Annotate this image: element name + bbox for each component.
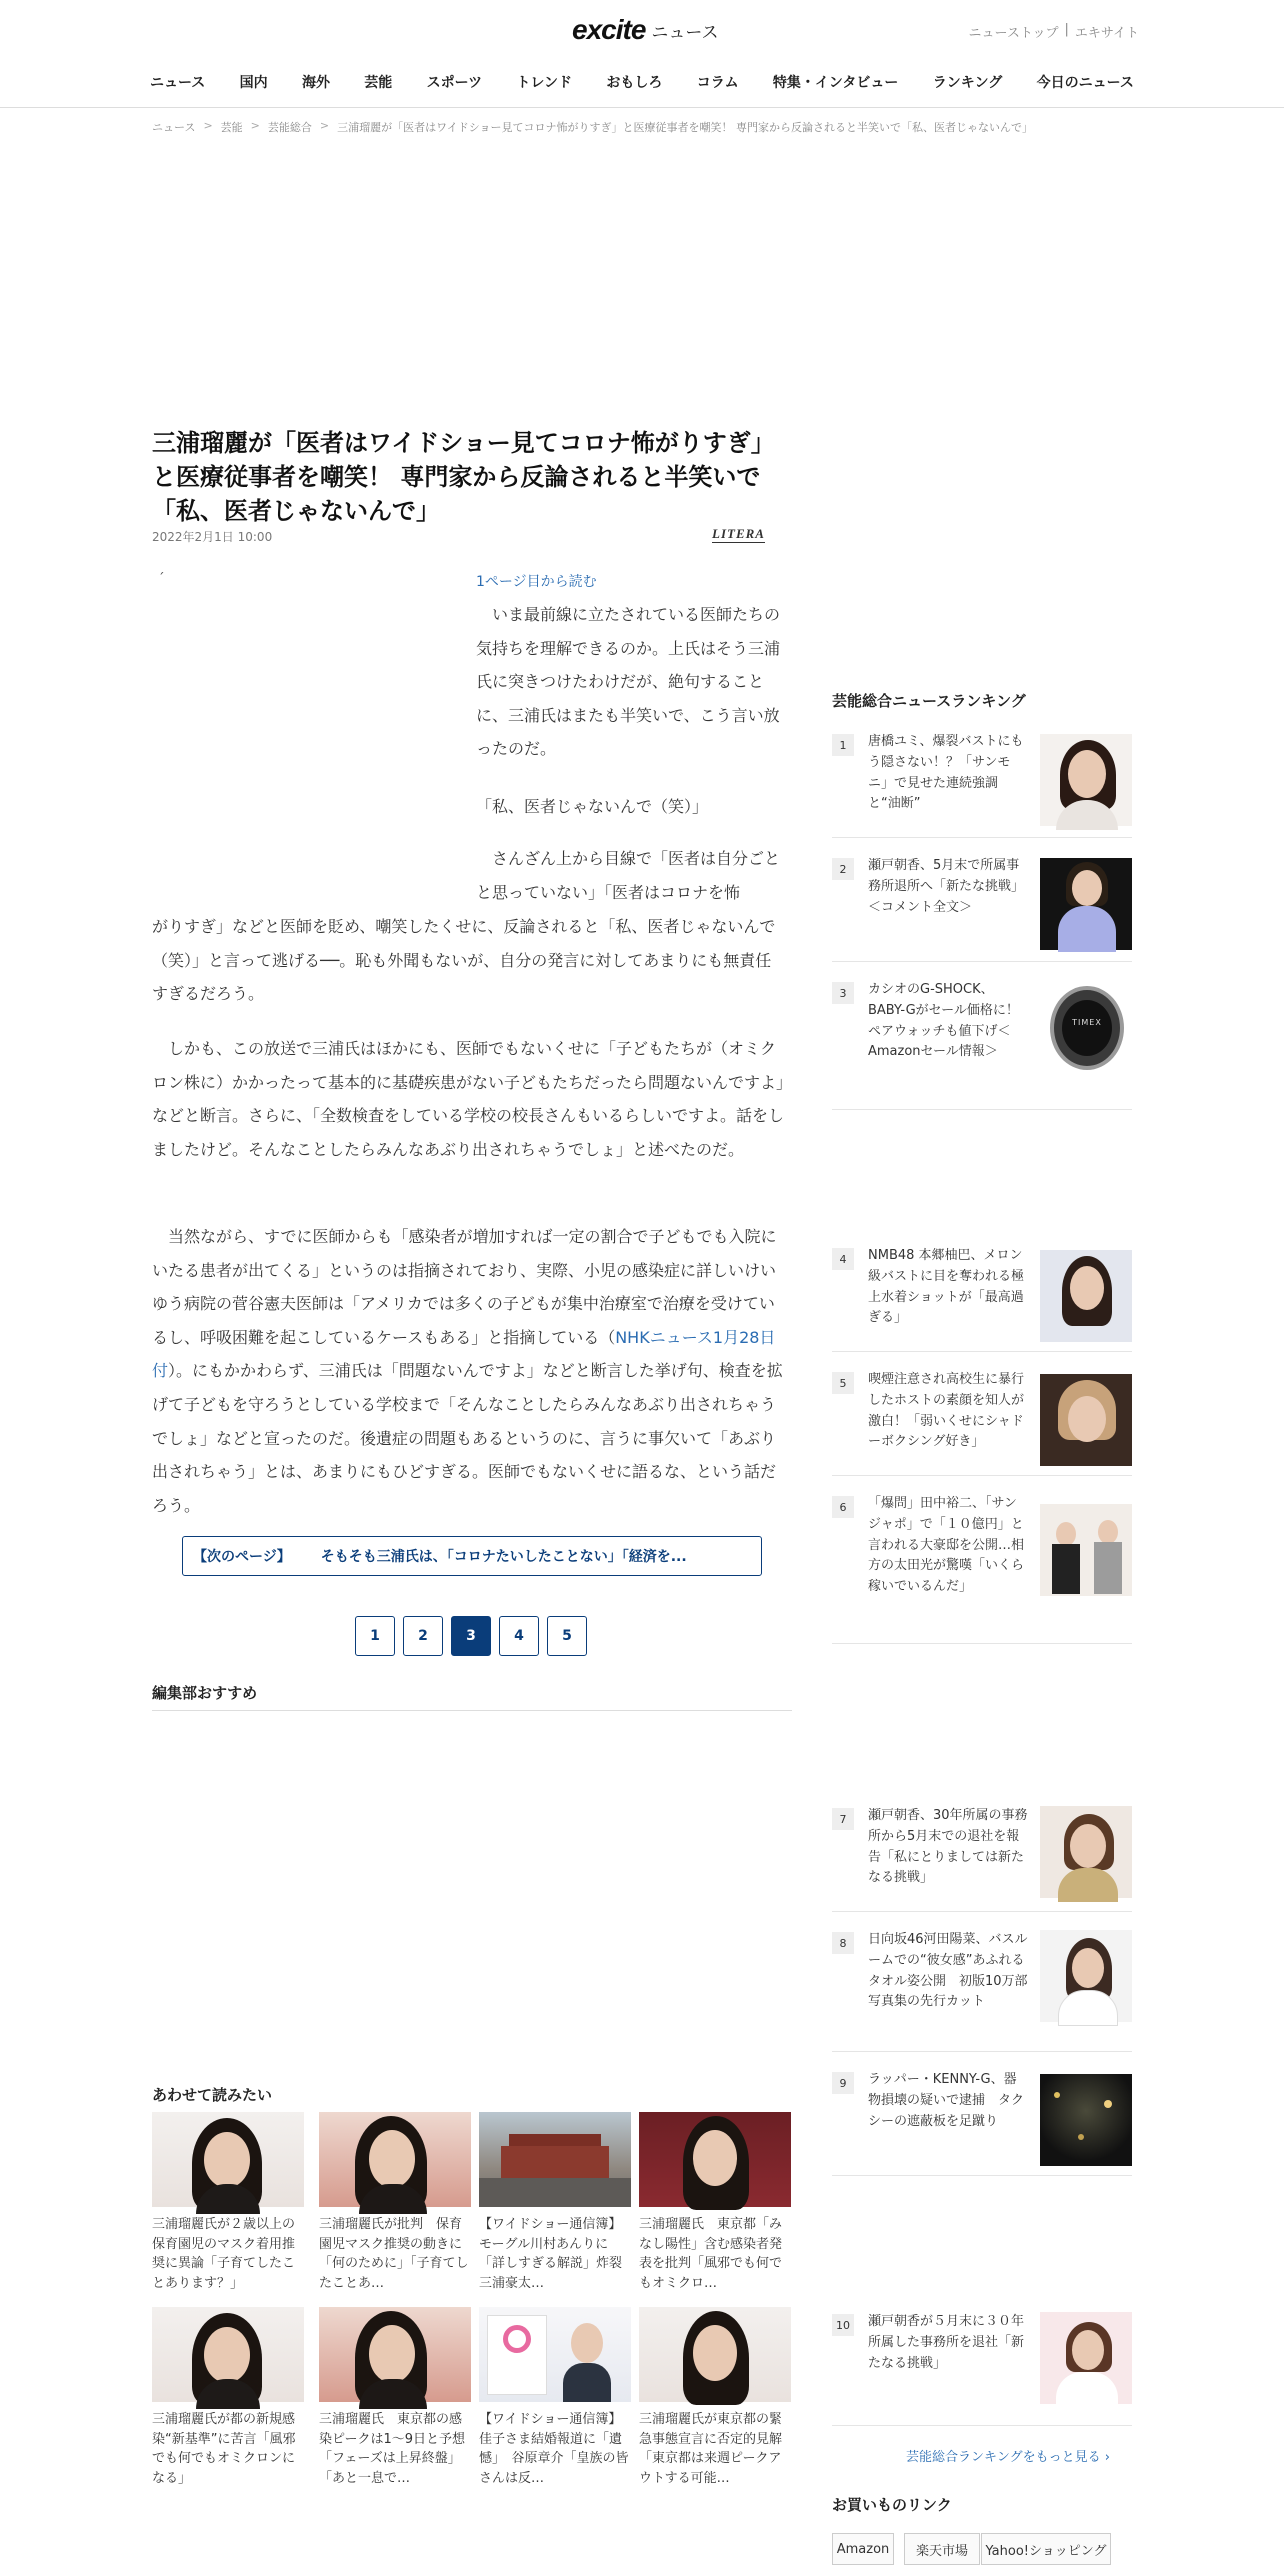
related-article[interactable] xyxy=(319,2307,471,2488)
related-article[interactable] xyxy=(152,2307,304,2488)
logo-subtitle: ニュース xyxy=(651,22,719,43)
nav-trend[interactable]: トレンド xyxy=(516,75,573,91)
rank-number: 5 xyxy=(832,1372,854,1394)
next-page-label: 【次のページ】 xyxy=(193,1549,291,1565)
nav-overseas[interactable]: 海外 xyxy=(301,75,330,91)
ranking-item[interactable] xyxy=(832,2312,1132,2426)
related-caption: 三浦瑠麗氏が東京都の緊急事態宣言に否定的見解「東京都は来週ピークアウトする可能… xyxy=(639,2412,783,2486)
related-caption: 【ワイドショー通信簿】モーグル川村あんりに「詳しすぎる解説」炸裂 三浦豪太… xyxy=(479,2217,636,2291)
shopping-heading: お買いものリンク xyxy=(832,2496,952,2514)
nav-fun[interactable]: おもしろ xyxy=(606,75,663,91)
related-thumbnail xyxy=(479,2307,631,2402)
article-paragraph: 「私、医者じゃないんで（笑）」 xyxy=(476,797,709,816)
ranking-item[interactable] xyxy=(832,856,1132,962)
next-page-button[interactable] xyxy=(182,1536,762,1576)
nav-ranking[interactable]: ランキング xyxy=(932,75,1003,91)
nav-sports[interactable]: スポーツ xyxy=(426,75,483,91)
rank-number: 9 xyxy=(832,2072,854,2094)
top-links xyxy=(969,22,1139,41)
rank-number: 8 xyxy=(832,1932,854,1954)
divider xyxy=(152,1710,792,1711)
watch-brand-label: TIMEX xyxy=(1072,1018,1102,1027)
crumb-news[interactable]: ニュース xyxy=(152,121,196,134)
ranking-item[interactable] xyxy=(832,980,1132,1110)
crumb-sep: > xyxy=(250,119,260,132)
news-top-link[interactable]: ニューストップ xyxy=(968,26,1059,41)
global-nav xyxy=(150,72,1134,92)
shop-yahoo-button[interactable]: Yahoo!ショッピング xyxy=(981,2533,1111,2565)
more-ranking-link[interactable]: 芸能総合ランキングをもっと見る › xyxy=(906,2450,1110,2465)
nav-today[interactable]: 今日のニュース xyxy=(1036,75,1134,91)
excite-logo: excite xyxy=(572,14,646,45)
breadcrumb xyxy=(152,119,1132,135)
source-logo: LITERA xyxy=(712,526,765,541)
related-article[interactable] xyxy=(319,2112,471,2293)
rank-title: 「爆問」田中裕二、「サンジャポ」で「１０億円」と言われる大豪邸を公開…相方の太田光が驚嘆「いくら稼いでいるんだ」 xyxy=(868,1496,1025,1595)
related-article[interactable] xyxy=(479,2112,636,2293)
crumb-sep: > xyxy=(319,119,330,132)
rank-title: 日向坂46河田陽菜、バスルームでの“彼女感”あふれるタオル姿公開 初版10万部写真集の先行カット xyxy=(868,1932,1028,2010)
related-thumbnail xyxy=(639,2307,791,2402)
rank-title: カシオのG-SHOCK、BABY-Gがセール価格に！ ペアウォッチも値下げ＜Amazonセール情報＞ xyxy=(868,982,1019,1060)
ranking-item[interactable] xyxy=(832,2070,1132,2176)
ranking-item[interactable] xyxy=(832,1246,1132,1352)
top-links-separator: | xyxy=(1064,22,1069,37)
related-thumbnail xyxy=(319,2307,471,2402)
rank-thumbnail xyxy=(1040,858,1132,950)
rank-number: 6 xyxy=(832,1496,854,1518)
rank-thumbnail xyxy=(1040,980,1132,1072)
related-caption: 三浦瑠麗氏が批判 保育園児マスク推奨の動きに「何のために」「子育てしたことあ… xyxy=(319,2217,469,2291)
nav-entertainment[interactable]: 芸能 xyxy=(364,75,393,91)
related-caption: 三浦瑠麗氏が都の新規感染“新基準”に苦言「風邪でも何でもオミクロンになる」 xyxy=(152,2412,296,2486)
related-article[interactable] xyxy=(639,2112,791,2293)
rank-number: 4 xyxy=(832,1248,854,1270)
chevron-right-icon: › xyxy=(1104,2450,1110,2465)
related-article[interactable] xyxy=(639,2307,791,2488)
ranking-heading: 芸能総合ニュースランキング xyxy=(832,692,1026,710)
rank-title: 瀬戸朝香が５月末に３０年所属した事務所を退社「新たなる挑戦」 xyxy=(868,2314,1025,2371)
article-paragraph: さんざん上から目線で「医者は自分ごとと思っていない」「医者はコロナを怖 xyxy=(476,849,781,902)
shop-amazon-button[interactable]: Amazon xyxy=(832,2533,894,2565)
article-paragraph: がりすぎ」などと医師を貶め、嘲笑したくせに、反論されると「私、医者じゃないんで（笑）」と言って逃げる──。恥も外聞もないが、自分の発言に対してあまりにも無責任すぎるだろう。 xyxy=(152,917,776,1004)
page-1-button[interactable]: 1 xyxy=(355,1616,395,1656)
ranking-item[interactable] xyxy=(832,1494,1132,1644)
page-5-button[interactable]: 5 xyxy=(547,1616,587,1656)
article-paragraph: いま最前線に立たされている医師たちの気持ちを理解できるのか。上氏はそう三浦氏に突きつけたわけだが、絶句することに、三浦氏はまたも半笑いで、こう言い放ったのだ。 xyxy=(476,605,781,759)
related-thumbnail xyxy=(152,2112,304,2207)
ranking-item[interactable] xyxy=(832,732,1132,838)
article-image-caption: ´ xyxy=(158,572,165,587)
read-from-first-page-link[interactable]: 1ページ目から読む xyxy=(476,574,597,590)
recommend-heading: 編集部おすすめ xyxy=(152,1684,258,1702)
nav-news[interactable]: ニュース xyxy=(150,75,206,91)
rank-title: 瀬戸朝香、5月末で所属事務所退所へ「新たな挑戦」＜コメント全文＞ xyxy=(868,858,1025,915)
site-header xyxy=(0,0,1284,108)
related-heading: あわせて読みたい xyxy=(152,2086,273,2104)
rank-thumbnail xyxy=(1040,1930,1132,2022)
rank-title: NMB48 本郷柚巴、メロン級バストに目を奪われる極上水着ショットが「最高過ぎる」 xyxy=(868,1248,1025,1326)
article-paragraph: しかも、この放送で三浦氏はほかにも、医師でもないくせに「子どもたちが（オミクロン株に）かかったって基本的に基礎疾患がない子どもたちだったら問題ないんですよ」などと断言。さらに、「全数検査をしている学校の校長さんもいるらしいですよ。話をしましたけど。そんなことしたらみんなあぶり出されちゃうでしょ」と述べたのだ。 xyxy=(152,1039,785,1159)
rank-title: 唐橋ユミ、爆裂バストにもう隠さない！？「サンモニ」で見せた連続強調と“油断” xyxy=(868,734,1024,812)
rank-thumbnail xyxy=(1040,1806,1132,1898)
rank-number: 2 xyxy=(832,858,854,880)
shop-rakuten-button[interactable]: 楽天市場 xyxy=(904,2533,980,2565)
pagination xyxy=(355,1616,587,1656)
excite-site-link[interactable]: エキサイト xyxy=(1074,26,1139,41)
crumb-sep: > xyxy=(203,119,213,132)
related-caption: 三浦瑠麗氏が２歳以上の保育園児のマスク着用推奨に異論「子育てしたことあります？」 xyxy=(152,2217,296,2291)
rank-thumbnail xyxy=(1040,1250,1132,1342)
page-4-button[interactable]: 4 xyxy=(499,1616,539,1656)
nav-column[interactable]: コラム xyxy=(696,75,739,91)
related-caption: 【ワイドショー通信簿】佳子さま結婚報道に「遺憾」 谷原章介「皇族の皆さんは反… xyxy=(479,2412,629,2486)
rank-number: 7 xyxy=(832,1808,854,1830)
rank-thumbnail xyxy=(1040,734,1132,826)
related-thumbnail xyxy=(479,2112,631,2207)
ranking-item[interactable] xyxy=(832,1806,1132,1912)
rank-number: 10 xyxy=(832,2314,854,2336)
ranking-item[interactable] xyxy=(832,1930,1132,2052)
nhk-news-link[interactable]: NHKニュース1月28日付 xyxy=(152,1327,776,1381)
rank-number: 3 xyxy=(832,982,854,1004)
related-article[interactable] xyxy=(152,2112,304,2293)
rank-title: 喫煙注意され高校生に暴行したホストの素顔を知人が激白！「弱いくせにシャドーボクシング好き」 xyxy=(868,1372,1025,1450)
rank-thumbnail xyxy=(1040,2312,1132,2404)
nav-domestic[interactable]: 国内 xyxy=(239,75,268,91)
rank-number: 1 xyxy=(832,734,854,756)
page-3-button[interactable]: 3 xyxy=(451,1616,491,1656)
rank-thumbnail xyxy=(1040,1374,1132,1466)
rank-thumbnail xyxy=(1040,2074,1132,2166)
article-title: 三浦瑠麗が「医者はワイドショー見てコロナ怖がりすぎ」と医療従事者を嘲笑！ 専門家から反論されると半笑いで「私、医者じゃないんで」 xyxy=(152,429,775,526)
ranking-item[interactable] xyxy=(832,1370,1132,1476)
related-caption: 三浦瑠麗氏 東京都「みなし陽性」含む感染者発表を批判「風邪でも何でもオミクロ… xyxy=(639,2217,783,2291)
rank-title: 瀬戸朝香、30年所属の事務所から5月末での退社を報告「私にとりましては新たなる挑戦」 xyxy=(868,1808,1028,1886)
site-logo[interactable] xyxy=(572,12,719,48)
related-thumbnail xyxy=(152,2307,304,2402)
related-caption: 三浦瑠麗氏 東京都の感染ピークは1～9日と予想「フェーズは上昇終盤」「あと一息で… xyxy=(319,2412,466,2486)
rank-thumbnail xyxy=(1040,1504,1132,1596)
nav-features[interactable]: 特集・インタビュー xyxy=(772,75,899,91)
article-date: 2022年2月1日 10:00 xyxy=(152,530,273,544)
next-page-teaser: そもそも三浦氏は、「コロナたいしたことない」「経済を... xyxy=(320,1549,687,1565)
rank-title: ラッパー・KENNY-G、器物損壊の疑いで逮捕 タクシーの遮蔽板を足蹴り xyxy=(868,2072,1025,2129)
article-paragraph: 当然ながら、すでに医師からも「感染者が増加すれば一定の割合で子どもでも入院にいたる患者が出てくる」というのは指摘されており、実際、小児の感染症に詳しいけいゆう病院の菅谷憲夫医師は「アメリカでは多くの子どもが集中治療室で治療を受けているし、呼吸困難を起こしているケースもある」と指摘している（NHKニュース1月28日付）。にもかかわらず、三浦氏は「問題ないんですよ」などと断言した挙げ句、検査を拡げて子どもを守ろうとしている学校まで「そんなことしたらみんなあぶり出されちゃうでしょ」などと宣ったのだ。後遺症の問題もあるというのに、言うに事欠いて「あぶり出されちゃう」とは、あまりにもひどすぎる。医師でもないくせに語るな、という話だろう。 xyxy=(152,1227,783,1515)
related-article[interactable] xyxy=(479,2307,631,2488)
page-2-button[interactable]: 2 xyxy=(403,1616,443,1656)
crumb-entertainment[interactable]: 芸能 xyxy=(220,121,243,134)
crumb-entertainment-general[interactable]: 芸能総合 xyxy=(267,121,312,134)
related-thumbnail xyxy=(319,2112,471,2207)
related-thumbnail xyxy=(639,2112,791,2207)
crumb-current: 三浦瑠麗が「医者はワイドショー見てコロナ怖がりすぎ」と医療従事者を嘲笑！ 専門家から反論されると半笑いで「私、医者じゃないんで」 xyxy=(337,121,1034,134)
